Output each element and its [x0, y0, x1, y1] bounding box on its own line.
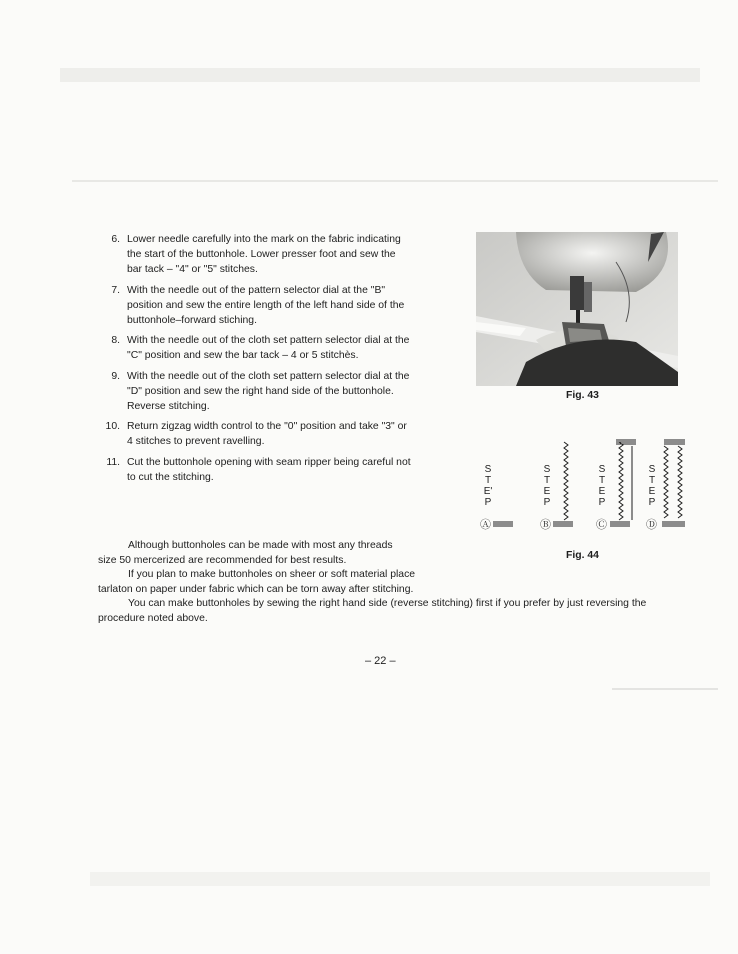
fig43-photo	[476, 232, 678, 386]
step-c-letter: E	[598, 486, 606, 497]
note-line: You can make buttonholes by sewing the right hand side (reverse stitching) first if you prefer by just reversing the	[128, 598, 647, 610]
step-line: Reverse stitching.	[127, 401, 210, 413]
marker-c-icon: Ⓒ	[596, 519, 607, 531]
scan-noise-rule	[72, 180, 718, 182]
presser-foot-photo-icon	[476, 232, 678, 386]
step-line: With the needle out of the cloth set pattern selector dial at the	[127, 335, 410, 347]
step-line: "D" position and sew the right hand side of the buttonhole.	[127, 385, 394, 397]
buttonhole-steps-diagram	[480, 436, 690, 540]
note-threads	[98, 539, 646, 627]
marker-d-icon: Ⓓ	[646, 519, 657, 531]
step-d-letter: T	[648, 475, 656, 486]
step-number: 8.	[111, 335, 120, 347]
step-line: "C" position and sew the bar tack – 4 or 5 stitchès.	[127, 350, 359, 362]
step-a-label	[480, 464, 492, 531]
step-line: Lower needle carefully into the mark on the fabric indicating	[127, 234, 401, 245]
step-c-letter: T	[598, 475, 606, 486]
instruction-steps	[96, 232, 452, 490]
step-item	[96, 369, 452, 415]
step-line: Return zigzag width control to the "0" position and take "3" or	[127, 421, 407, 433]
marker-b-icon: Ⓑ	[540, 519, 551, 531]
step-a-letter: S	[484, 464, 492, 475]
step-number: 9.	[111, 370, 120, 382]
note-line: Although buttonholes can be made with most any threads	[128, 540, 393, 551]
step-d-letter: P	[648, 497, 656, 508]
step-line: With the needle out of the cloth set pattern selector dial at the	[127, 370, 410, 382]
step-number: 11.	[106, 456, 120, 468]
step-item	[96, 455, 452, 485]
page-number: – 22 –	[365, 655, 396, 667]
step-number: 10.	[105, 421, 120, 433]
step-b-letter: P	[543, 497, 551, 508]
step-line: the start of the buttonhole. Lower presser foot and sew the	[127, 249, 396, 261]
step-a-letter: E'	[483, 486, 493, 497]
step-b-letter: S	[543, 464, 551, 475]
step-b-label	[540, 464, 551, 531]
step-number: 7.	[111, 284, 120, 296]
step-line: bar tack – "4" or "5" stitches.	[127, 264, 258, 276]
note-line: procedure noted above.	[98, 612, 208, 624]
step-line: buttonhole–forward stiching.	[127, 315, 257, 327]
step-c-letter: S	[598, 464, 606, 475]
note-line: size 50 mercerized are recommended for best results.	[98, 554, 347, 566]
step-line: With the needle out of the pattern selector dial at the "B"	[127, 284, 386, 296]
step-item	[96, 232, 452, 278]
step-b-letter: E	[543, 486, 551, 497]
step-line: position and sew the entire length of the left hand side of the	[127, 299, 405, 311]
fig44-caption: Fig. 44	[566, 550, 599, 561]
step-a-letter: P	[484, 497, 492, 508]
note-line: tarlaton on paper under fabric which can be torn away after stitching.	[98, 583, 414, 595]
step-item	[96, 283, 452, 329]
step-a-bartack	[493, 522, 513, 526]
fig44-diagram	[480, 436, 690, 540]
step-line: 4 stitches to prevent ravelling.	[127, 436, 265, 448]
step-c-label	[596, 464, 607, 531]
step-a-letter: T	[484, 475, 492, 486]
scan-noise-bottom	[90, 872, 710, 886]
step-d-stitches	[662, 440, 685, 526]
step-line: Cut the buttonhole opening with seam ripper being careful not	[127, 456, 411, 468]
step-d-letter: S	[648, 464, 656, 475]
step-b-letter: T	[543, 475, 551, 486]
scan-noise-top	[60, 68, 700, 82]
step-d-letter: E	[648, 486, 656, 497]
step-c-letter: P	[598, 497, 606, 508]
step-b-stitches	[553, 442, 573, 526]
scan-noise-right	[612, 688, 718, 690]
note-line: If you plan to make buttonholes on sheer or soft material place	[128, 569, 416, 581]
fig43-caption: Fig. 43	[566, 390, 599, 401]
step-c-stitches	[610, 440, 636, 526]
step-line: to cut the stitching.	[127, 471, 214, 483]
step-number: 6.	[111, 234, 120, 245]
marker-a-icon: Ⓐ	[480, 519, 491, 531]
step-item	[96, 333, 452, 363]
step-item	[96, 419, 452, 449]
step-d-label	[646, 464, 657, 531]
